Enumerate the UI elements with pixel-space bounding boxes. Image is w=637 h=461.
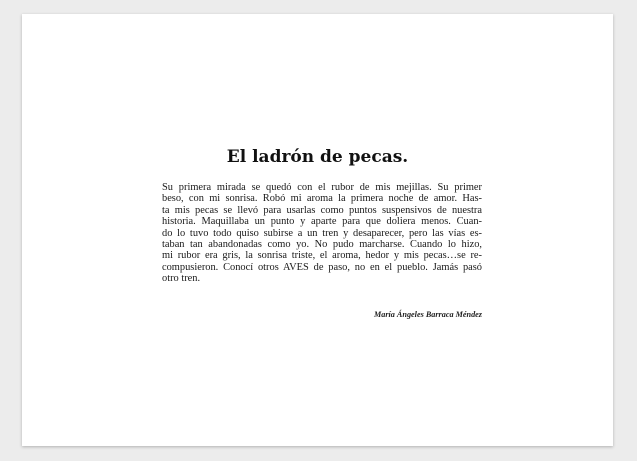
story-line: compusieron. Conocí otros AVES de paso, no en el pueblo. Jamás pasó [162,261,482,273]
story-body [162,182,482,285]
story-line: ta mis pecas se llevó para usarlas como puntos suspensivos de nuestra [162,204,482,216]
story-line: historia. Maquillaba un punto y aparte para que doliera menos. Cuan- [162,216,482,228]
story-title: El ladrón de pecas. [226,147,409,167]
story-line: Su primera mirada se quedó con el rubor de mis mejillas. Su primer [162,182,482,193]
story-line: do lo tuvo todo quiso subirse a un tren y desaparecer, pero las vías es- [162,227,482,239]
document-page [22,14,613,446]
author-signature: María Ángeles Barraca Méndez [373,310,482,319]
story-line: mi rubor era gris, la sonrisa triste, el aroma, hedor y mis pecas…se re- [162,250,482,262]
story-line: beso, con mi sonrisa. Robó mi aroma la primera noche de amor. Has- [162,193,482,205]
story-line: taban tan abandonadas como yo. No pudo marcharse. Cuando lo hizo, [162,239,482,251]
story-line: otro tren. [162,273,201,285]
